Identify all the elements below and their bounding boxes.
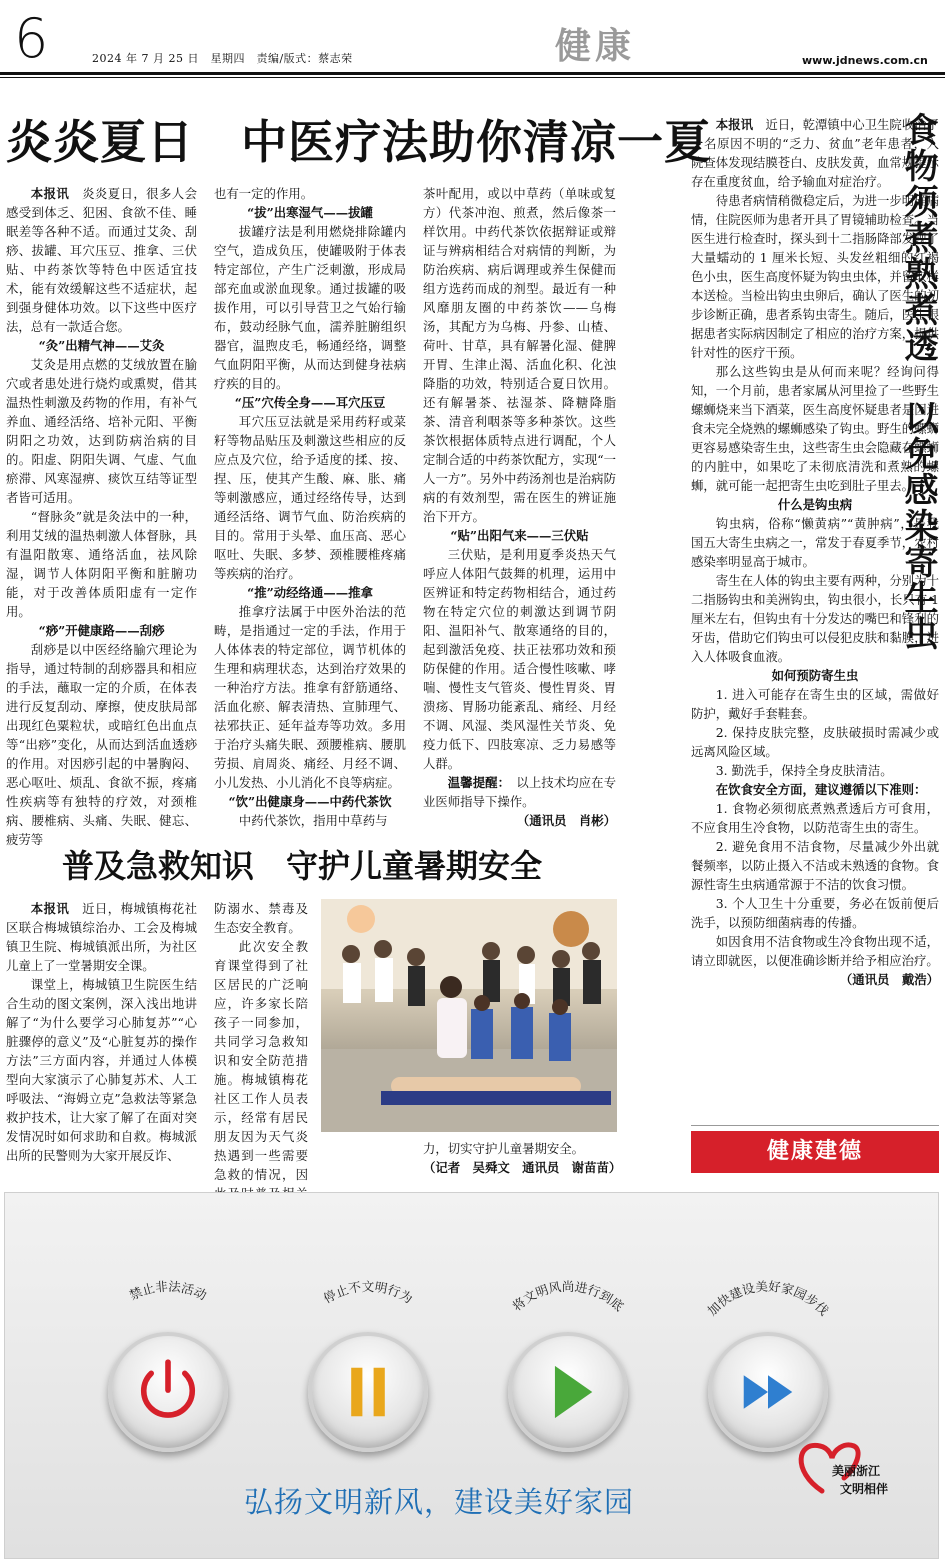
paragraph xyxy=(6,507,197,621)
byline: （记者 吴舜文 通讯员 谢苗苗） xyxy=(423,1160,622,1175)
paragraph-text: 如因食用不洁食物或生冷食物出现不适，请立即就医，以便准确诊断并给予相应治疗。 xyxy=(691,934,939,968)
svg-text:加快建设美好家园步伐: 加快建设美好家园步伐 xyxy=(704,1280,832,1319)
paragraph xyxy=(6,184,197,336)
paragraph-text: 2. 避免食用不洁食物，尽量减少外出就餐频率，以防止摄入不洁或未熟透的食物。食源性寄生虫病通常源于不洁的饮食习惯。 xyxy=(691,839,939,892)
paragraph-text: 三伏贴，是利用夏季炎热天气呼应人体阳气鼓舞的机理，运用中医辨证和特定药物相结合，通过药物在特定穴位的刺激达到调节阴阳、温阳补气、散寒通络的目的，起到激活免疫、扶正祛邪功效和预防保健的作用。适合慢性咳嗽、哮喘、慢性支气管炎、慢性胃炎、胃溃疡、胃肠功能紊乱、痛经、月经不调、风湿、类风湿性关节炎、免疫力低下、四肢寒凉、乏力易感等人群。 xyxy=(423,547,616,771)
subheading xyxy=(691,666,939,685)
paragraph xyxy=(691,571,939,666)
article2-col1 xyxy=(6,899,197,1179)
paragraph-text: “督脉灸”就是灸法中的一种，利用艾绒的温热刺激人体督脉，具有温阳散寒、通络活血，祛风除湿，调节人体阴阳平衡和脏腑功能，对于改善体质阳虚有一定作用。 xyxy=(6,509,197,619)
article1-col3 xyxy=(423,184,616,828)
paragraph xyxy=(691,514,939,571)
paragraph-text: “压”穴传全身——耳穴压豆 xyxy=(234,395,386,410)
article1-col1 xyxy=(6,184,198,847)
paragraph-text: 钩虫病，俗称“懒黄病”“黄肿病”，是我国五大寄生虫病之一，常发于春夏季节，农村感染率明显高于城市。 xyxy=(691,516,939,569)
page-number: 6 xyxy=(14,7,49,70)
paragraph-text: 待患者病情稍微稳定后，为进一步明确病情，住院医师为患者开具了胃镜辅助检查。当医生进行检查时，探头到十二指肠降部发现了大量蠕动的 1 厘米长短、头发丝粗细的红褐色小虫，医生高度怀疑为钩虫虫体，并留取样本送检。当检出钩虫虫卵后，确认了医生的初步诊断正确，患者系钩虫寄生。随后，医生根据患者实际病因制定了相应的治疗方案，提供针对性的医疗干预。 xyxy=(691,193,939,360)
button-face xyxy=(508,1332,628,1452)
article1-col2 xyxy=(214,184,406,828)
paragraph xyxy=(423,545,616,773)
logo-line-1: 美丽浙江 xyxy=(832,1464,881,1478)
paragraph-text: 拔罐疗法是利用燃烧排除罐内空气，造成负压，使罐吸附于体表特定部位，产生广泛刺激，形成局部充血或淤血现象。通过拔罐的吸拔作用，可以引导营卫之气始行输布，鼓动经脉气血，濡养脏腑组织器官，温煦皮毛，畅通经络，调整气血阴阳平衡，从而达到健身祛病疗疾的目的。 xyxy=(214,224,406,391)
paragraph xyxy=(214,222,406,393)
paragraph xyxy=(691,115,939,191)
subheading xyxy=(691,495,939,514)
photo-illustration xyxy=(321,899,617,1132)
paragraph-text: （通讯员 肖彬） xyxy=(516,813,616,828)
paragraph xyxy=(691,761,939,780)
paragraph xyxy=(214,602,406,792)
article2-col2 xyxy=(214,899,308,1182)
lead-in: 本报讯 xyxy=(30,186,70,201)
paragraph-text: 近日，梅城镇梅花社区联合梅城镇综治办、工会及梅城镇卫生院、梅城镇派出所，为社区儿童上了一堂暑期安全课。 xyxy=(6,901,198,973)
paragraph-text: 刮痧是以中医经络腧穴理论为指导，通过特制的刮痧器具和相应的手法，蘸取一定的介质，在体表进行反复刮动、摩擦，使皮肤局部出现红色粟粒状，或暗红色出血点等“出痧”变化，从而达到活血透痧的作用。对因痧引起的中暑胸闷、恶心呕吐、烦乱、食欲不振，疼痛性疾病等有独特的疗效，对颈椎病、腰椎病、头痛、失眠、健忘、疲劳等 xyxy=(6,642,197,847)
paragraph-text: “灸”出精气神——艾灸 xyxy=(38,338,165,353)
paragraph-text: 艾灸是用点燃的艾绒放置在腧穴或者患处进行烧灼或熏熨，借其温热性刺激及药物的作用，有补气养血、通经活络、培补元阳、平衡阴阳之功效，达到防病治病的目的。阳虚、阴阳失调、气虚、气血瘀滞、风寒湿痹、痰饮互结等证型者皆可适用。 xyxy=(6,357,197,505)
power-icon xyxy=(112,1336,224,1448)
paragraph-text: 如何预防寄生虫 xyxy=(771,668,859,683)
button-label xyxy=(78,1280,258,1340)
svg-text:停止不文明行为: 停止不文明行为 xyxy=(320,1280,416,1307)
paragraph-text: 课堂上，梅城镇卫生院医生结合生动的图文案例，深入浅出地讲解了“为什么要学习心肺复苏”“心脏骤停的意义”及“心脏复苏的操作方法”三方面内容，并通过人体模型向大家演示了心肺复苏术、人工呼吸法、“海姆立克”急救法等紧急救护技术，让大家了解了在面对突发情况时如何求助和自救。梅城派出所的民警则为大家开展反诈、 xyxy=(6,977,197,1163)
paragraph-text: 3. 勤洗手，保持全身皮肤清洁。 xyxy=(715,763,893,778)
banner-button-2 xyxy=(308,1280,428,1452)
subheading xyxy=(214,203,406,222)
paragraph-text: 1. 食物必须彻底煮熟煮透后方可食用，不应食用生冷食物，以防范寄生虫的寄生。 xyxy=(691,801,939,835)
banner-button-1 xyxy=(108,1280,228,1452)
subheading xyxy=(214,792,406,811)
site-url[interactable]: www.jdnews.com.cn xyxy=(802,54,928,67)
article2-title: 普及急救知识 守护儿童暑期安全 xyxy=(62,847,543,885)
paragraph xyxy=(6,355,197,507)
section-title: 健康 xyxy=(555,26,636,67)
paragraph xyxy=(6,640,197,849)
paragraph xyxy=(423,773,616,811)
paragraph-text: 1. 进入可能存在寄生虫的区域，需做好防护，戴好手套鞋套。 xyxy=(691,687,939,721)
lead-in: 本报讯 xyxy=(715,117,753,132)
paragraph xyxy=(214,899,308,937)
svg-text:将文明风尚进行到底: 将文明风尚进行到底 xyxy=(509,1280,627,1314)
subheading xyxy=(6,336,197,355)
paragraph-text: 3. 个人卫生十分重要，务必在饭前便后洗手，以预防细菌病毒的传播。 xyxy=(691,896,939,930)
paragraph-text: 2. 保持皮肤完整，皮肤破损时需减少或远离风险区域。 xyxy=(691,725,939,759)
header-rule xyxy=(0,72,945,75)
article2-col3 xyxy=(423,1139,622,1179)
svg-text:禁止非法活动: 禁止非法活动 xyxy=(126,1280,210,1303)
subheading xyxy=(6,621,197,640)
paragraph-text: （通讯员 戴浩） xyxy=(839,972,939,987)
paragraph-text: 什么是钩虫病 xyxy=(777,497,853,512)
paragraph xyxy=(691,894,939,932)
paragraph xyxy=(691,799,939,837)
health-jiande-tag: 健康建德 xyxy=(691,1131,939,1173)
fast-forward-icon xyxy=(712,1336,824,1448)
article3-divider xyxy=(691,1125,939,1126)
paragraph-text: 那么这些钩虫是从何而来呢？经询问得知，一个月前，患者家属从河里捡了一些野生螺蛳烧来当下酒菜，医生高度怀疑患者是因进食未完全烧熟的螺蛳感染了钩虫。野生的螺蛳更容易感染寄生虫，这些寄生虫会隐藏在螺蛳的内脏中，如果吃了未彻底清洗和煮熟的螺蛳，就可能一起把寄生虫吃到肚子里去。 xyxy=(691,364,939,493)
paragraph xyxy=(214,811,406,830)
paragraph xyxy=(691,362,939,495)
paragraph-text: 以上技术均应在专业医师指导下操作。 xyxy=(423,775,616,809)
button-face xyxy=(708,1332,828,1452)
paragraph xyxy=(214,184,406,203)
paragraph xyxy=(691,932,939,970)
paragraph-text: 茶叶配用，或以中草药（单味或复方）代茶冲泡、煎煮，然后像茶一样饮用。中药代茶饮依据辩证或辩证与辨病相结合对病情的判断，为防治疾病、病后调理或养生保健而组方选药而成的剂型。最近有一种风靡朋友圈的中药茶饮——乌梅汤，其配方为乌梅、丹参、山楂、荷叶、甘草，具有解暑化湿、健脾开胃、生津止渴、活血化积、化浊降脂的功效，特别适合夏日饮用。还有解暑茶、祛湿茶、降糖降脂茶、清音利咽茶等多种茶饮。这些茶饮根据体质特点进行调配，个人定制合适的中药茶饮配方，实现“一人一方”。另外中药汤剂也是治病防病的有效剂型，需在医生的辨证施治下开方。 xyxy=(423,186,616,524)
subheading xyxy=(214,583,406,602)
banner-button-3 xyxy=(508,1280,628,1452)
lead-in: 温馨提醒： xyxy=(447,775,504,790)
paragraph: 力，切实守护儿童暑期安全。 xyxy=(423,1141,585,1156)
paragraph xyxy=(214,412,406,583)
banner-button-4 xyxy=(704,1280,832,1452)
paragraph-text: 防溺水、禁毒及生态安全教育。 xyxy=(214,901,308,935)
button-face xyxy=(108,1332,228,1452)
pause-icon xyxy=(312,1336,424,1448)
byline xyxy=(691,970,939,989)
button-label xyxy=(678,1280,858,1340)
subheading xyxy=(423,526,616,545)
subheading xyxy=(214,393,406,412)
date-editor-line: 2024 年 7 月 25 日 星期四 责编/版式：蔡志荣 xyxy=(92,52,353,65)
paragraph-text: 近日，乾潭镇中心卫生院收治了一名原因不明的“乏力、贫血”老年患者，入院查体发现结膜苍白、皮肤发黄，血常规提示存在重度贫血，给予输血对症治疗。 xyxy=(691,117,940,189)
paragraph-text: 中药代茶饮，指用中草药与 xyxy=(238,813,388,828)
paragraph-text: “贴”出阳气来——三伏贴 xyxy=(450,528,589,543)
cpr-training-photo xyxy=(321,899,617,1132)
banner-slogan: 弘扬文明新风，建设美好家园 xyxy=(244,1485,635,1519)
paragraph xyxy=(691,191,939,362)
play-icon xyxy=(512,1336,624,1448)
byline xyxy=(423,811,616,830)
paragraph-text: “痧”开健康路——刮痧 xyxy=(38,623,165,638)
paragraph-text: 也有一定的作用。 xyxy=(214,186,314,201)
button-face xyxy=(308,1332,428,1452)
article1-title: 炎炎夏日 中医疗法助你清凉一夏 xyxy=(6,115,711,169)
paragraph xyxy=(423,184,616,526)
button-label xyxy=(278,1280,458,1340)
paragraph-text: “饮”出健康身——中药代茶饮 xyxy=(228,794,392,809)
button-label xyxy=(478,1280,658,1340)
article3-title: 食物须煮熟煮透 以免感染寄生虫 xyxy=(898,112,938,652)
paragraph-text: 此次安全教育课堂得到了社区居民的广泛响应，许多家长陪孩子一同参加，共同学习急救知识和安全防范措施。梅城镇梅花社区工作人员表示，经常有居民朋友因为天气炎热遇到一些需要急救的情况，因 xyxy=(214,939,308,1182)
civility-logo xyxy=(792,1436,902,1506)
paragraph-text: 在饮食安全方面，建议遵循以下准则： xyxy=(715,782,927,797)
paragraph xyxy=(691,685,939,723)
paragraph-text: 推拿疗法属于中医外治法的范畴，是指通过一定的手法，作用于人体体表的特定部位，调节机体的生理和病理状态，达到治疗效果的一种治疗方法。推拿有舒筋通络、活血化瘀、解表清热、宣肺理气、祛邪扶正、延年益寿等功效。多用于治疗头痛失眠、颈腰椎病、腰肌劳损、肩周炎、痛经、月经不调、小儿发热、小儿消化不良等病症。 xyxy=(214,604,406,790)
paragraph-text: 炎炎夏日，很多人会感受到体乏、犯困、食欲不佳、睡眠差等各种不适。而通过艾灸、刮痧、拔罐、耳穴压豆、推拿、三伏贴、中药茶饮等特色中医适宜技术，能有效缓解这些不适症状，起到强身健体功效。以下这些中医疗法，总有一款适合您。 xyxy=(6,186,198,334)
paragraph xyxy=(691,723,939,761)
paragraph-text: 寄生在人体的钩虫主要有两种，分别为十二指肠钩虫和美洲钩虫，钩虫很小，长只有 1 厘米左右，但钩虫有十分发达的嘴巴和锋利的牙齿，借助它们钩虫可以侵犯皮肤和黏膜，进入人体吸食血液。 xyxy=(691,573,939,664)
lead-in: 本报讯 xyxy=(30,901,70,916)
logo-line-2: 文明相伴 xyxy=(840,1482,889,1496)
article3-body xyxy=(691,115,939,1120)
paragraph-text: “拔”出寒湿气——拔罐 xyxy=(247,205,373,220)
paragraph xyxy=(691,780,939,799)
paragraph-text: 耳穴压豆法就是采用药籽或菜籽等物品贴压及刺激这些相应的反应点及穴位，给予适度的揉、按、捏、压，使其产生酸、麻、胀、痛等刺激感应，通过经络传导，达到通经活络、调节气血、防治疾病的目的。常用于头晕、血压高、恶心呕吐、失眠、多梦、颈椎腰椎疼痛等疾病的治疗。 xyxy=(214,414,406,581)
paragraph xyxy=(691,837,939,894)
paragraph xyxy=(6,899,197,975)
paragraph-text: “推”动经络通——推拿 xyxy=(247,585,373,600)
header-rule-thin xyxy=(0,77,945,78)
paragraph xyxy=(6,975,197,1165)
